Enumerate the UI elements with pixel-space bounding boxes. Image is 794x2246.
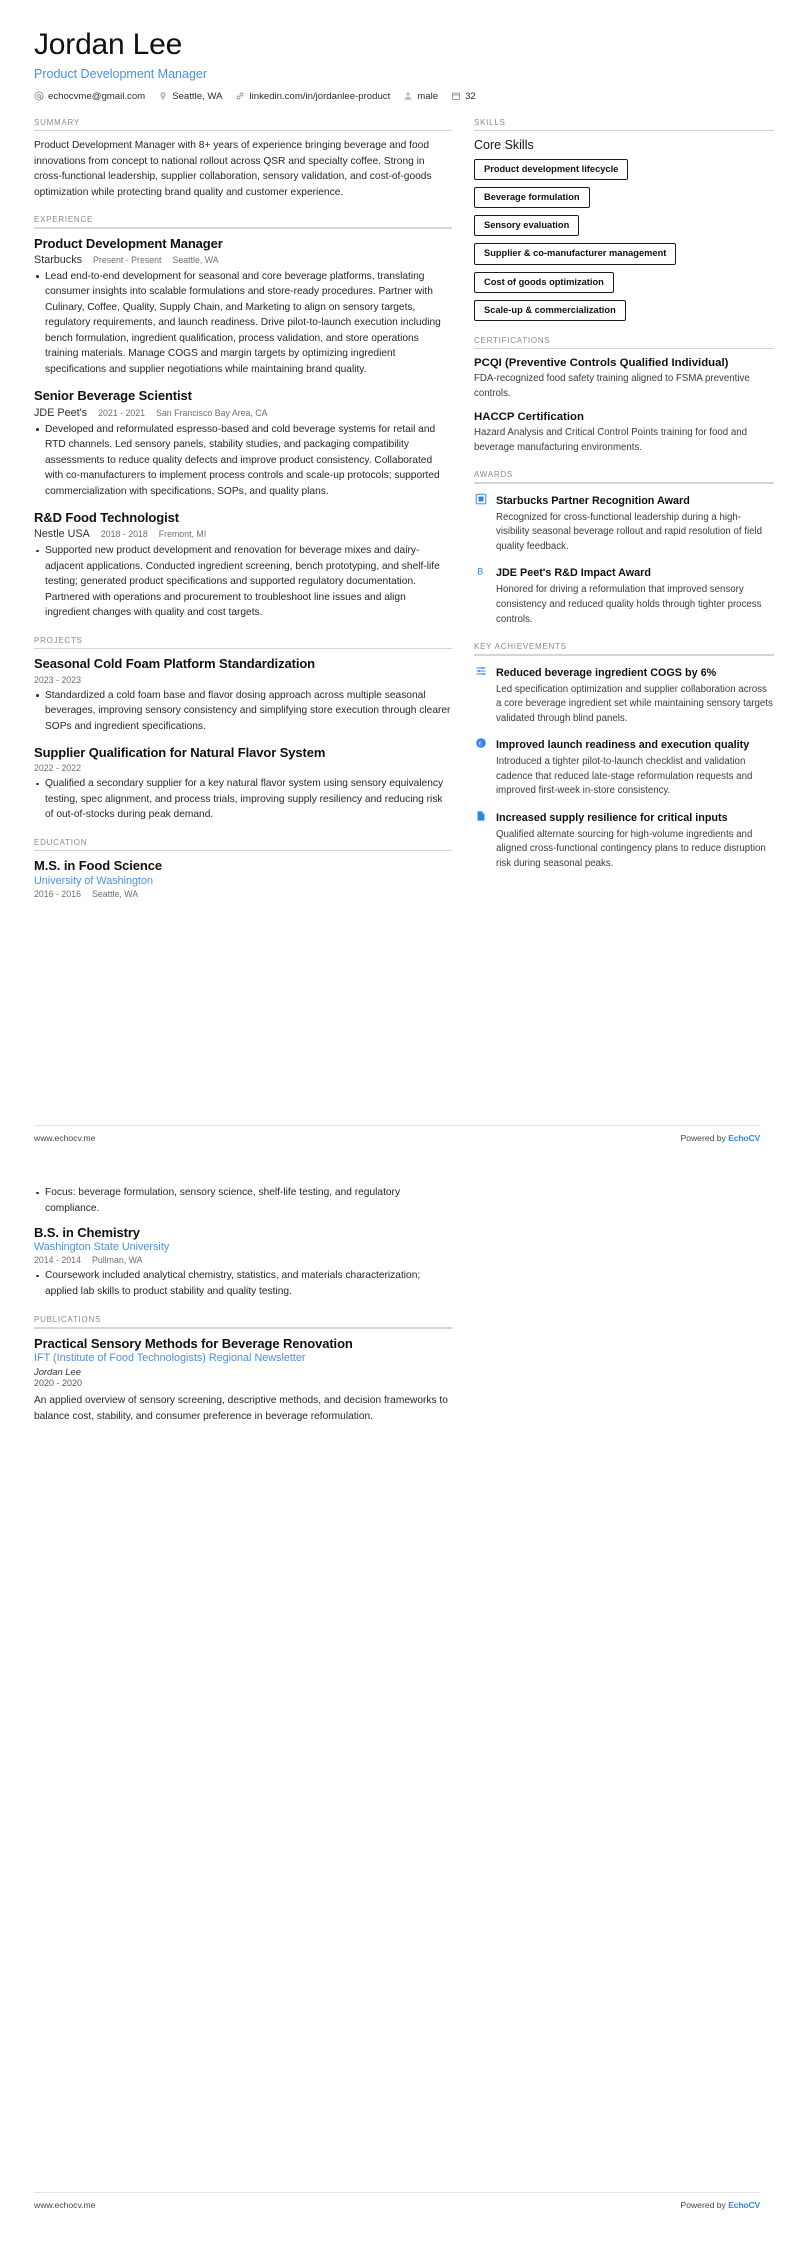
certification-desc: FDA-recognized food safety training aligned to FSMA preventive controls. <box>474 373 750 399</box>
experience-place: San Francisco Bay Area, CA <box>156 407 268 418</box>
education-org[interactable]: University of Washington <box>34 874 154 887</box>
page-footer <box>34 2192 760 2210</box>
skill-chip: Scale-up & commercialization <box>474 300 626 321</box>
award-body <box>496 491 774 555</box>
candidate-headline: Product Development Manager <box>34 66 208 81</box>
experience-dates: 2021 - 2021 <box>98 407 146 418</box>
education-entry <box>34 1225 452 1299</box>
footer-site-url[interactable]: www.echocv.me <box>34 1133 96 1143</box>
section-divider <box>474 482 774 484</box>
footer-brand-prefix: Powered by <box>680 2200 729 2210</box>
bullet-item: Focus: beverage formulation, sensory science, shelf-life testing, and regulatory compliance. <box>34 1185 452 1216</box>
section-divider <box>34 130 452 132</box>
section-label-summary: SUMMARY <box>34 117 80 127</box>
contact-gender <box>403 91 438 102</box>
contact-email[interactable] <box>34 91 145 102</box>
skill-chip: Sensory evaluation <box>474 215 579 236</box>
key-achievement-desc: Led specification optimization and supplier collaboration across a core beverage ingredient set while maintaining sensory targets validated through blind panels. <box>496 683 773 724</box>
project-entry <box>34 656 452 734</box>
right-column <box>474 118 774 887</box>
euro-circle-icon <box>474 736 488 750</box>
section-summary <box>34 118 452 201</box>
education-meta <box>34 1255 452 1265</box>
key-achievement-title: Reduced beverage ingredient COGS by 6% <box>496 666 717 679</box>
section-divider <box>474 654 774 656</box>
award-title: Starbucks Partner Recognition Award <box>496 494 690 507</box>
skill-chip-list <box>474 159 774 321</box>
publication-title: Practical Sensory Methods for Beverage Renovation <box>34 1335 353 1351</box>
svg-text:B: B <box>477 566 484 577</box>
education-place: Seattle, WA <box>91 888 139 899</box>
experience-title: Senior Beverage Scientist <box>34 388 192 404</box>
publication-entry <box>34 1336 452 1424</box>
footer-brand <box>680 1133 760 1143</box>
skill-chip: Cost of goods optimization <box>474 272 614 293</box>
section-label-education: EDUCATION <box>34 837 88 847</box>
key-achievement-title: Improved launch readiness and execution quality <box>496 739 750 752</box>
page-two-content <box>34 1185 452 1439</box>
page-footer <box>34 1125 760 1143</box>
section-certifications <box>474 336 774 455</box>
bullet-item: Developed and reformulated espresso-based and cold beverage systems for retail and RTD channels. Led sensory panels, stability studies, and packaging compatibility assessments to reduce quality defects and improve product consistency. Collaborated with co-manufacturers to implement process controls and scale-up protocols; supported commercialization with specifications, SOPs, and quality plans. <box>34 422 452 500</box>
contact-linkedin-text: linkedin.com/in/jordanlee-product <box>249 90 391 102</box>
skill-chip: Supplier & co-manufacturer management <box>474 243 676 264</box>
key-achievement-item <box>474 663 774 727</box>
footer-brand <box>680 2200 760 2210</box>
project-title: Supplier Qualification for Natural Flavor System <box>34 745 326 760</box>
left-column <box>34 118 452 914</box>
section-divider <box>34 850 452 852</box>
certification-item <box>474 356 774 401</box>
summary-text: Product Development Manager with 8+ years of experience bringing beverage and food innovations from concept to national rollout across QSR and specialty coffee. Strong in cross-functional leadership, supplier collaboration, sensory validation, and cost-of-goods optimization while protecting brand quality and customer experience. <box>34 140 432 198</box>
experience-bullets <box>34 422 452 500</box>
publication-desc: An applied overview of sensory screening, descriptive methods, and decision frameworks to balance cost, stability, and consumer preference in beverage reformulation. <box>34 1395 448 1422</box>
experience-meta <box>34 528 452 540</box>
experience-place: Fremont, MI <box>158 529 207 540</box>
publication-venue[interactable]: IFT (Institute of Food Technologists) Regional Newsletter <box>34 1352 306 1364</box>
skills-group-title: Core Skills <box>474 138 534 152</box>
certification-desc: Hazard Analysis and Critical Control Points training for food and beverage manufacturing environments. <box>474 427 748 453</box>
experience-entry <box>34 388 452 499</box>
project-meta <box>34 675 452 685</box>
contact-row <box>34 91 760 102</box>
experience-org: Starbucks <box>34 253 83 266</box>
certification-name: PCQI (Preventive Controls Qualified Individual) <box>474 357 729 370</box>
experience-meta <box>34 407 452 419</box>
project-dates: 2022 - 2022 <box>34 763 81 774</box>
sliders-icon <box>474 664 488 678</box>
svg-text:€: € <box>478 741 482 748</box>
education-dates: 2014 - 2014 <box>34 1255 81 1266</box>
resume-header <box>34 0 760 102</box>
certification-name: HACCP Certification <box>474 411 584 424</box>
calendar-icon <box>451 91 461 101</box>
section-divider <box>474 348 774 350</box>
section-projects <box>34 636 452 823</box>
skill-chip: Beverage formulation <box>474 187 590 208</box>
experience-bullets <box>34 543 452 621</box>
section-divider <box>34 1327 452 1329</box>
bullet-item: Supported new product development and renovation for beverage mixes and dairy-adjacent applications. Conducted ingredient screening, bench prototyping, and shelf-life testing; generated product specifications and supported regulatory documentation. Partnered with operations and procurement to troubleshoot line issues and align ingredient changes with quality and cost targets. <box>34 543 452 621</box>
experience-meta <box>34 254 452 266</box>
award-item <box>474 491 774 555</box>
bullet-item: Qualified a secondary supplier for a key natural flavor system using sensory equivalency testing, spec alignment, and process trials, improving supply resiliency and reducing risk of out-of-stocks during peak demand. <box>34 776 452 823</box>
publication-dates: 2020 - 2020 <box>34 1378 83 1388</box>
project-bullets <box>34 776 452 823</box>
key-achievement-body <box>496 735 774 799</box>
link-icon <box>235 91 245 101</box>
education-title: B.S. in Chemistry <box>34 1225 140 1240</box>
footer-brand-name: EchoCV <box>728 1133 760 1143</box>
experience-bullets <box>34 269 452 378</box>
education-place: Pullman, WA <box>91 1255 143 1266</box>
resume-columns <box>34 117 773 914</box>
section-label-awards: AWARDS <box>474 470 514 480</box>
education-dates: 2016 - 2016 <box>34 888 81 899</box>
experience-org: JDE Peet's <box>34 406 88 419</box>
key-achievement-desc: Qualified alternate sourcing for high-volume ingredients and aligned cross-functional contingency plans to reduce disruption risk during seasonal peaks. <box>496 828 766 869</box>
key-achievement-desc: Introduced a tighter pilot-to-launch checklist and validation cadence that reduced late-stage reformulation requests and improved first-week in-store consistency. <box>496 756 753 797</box>
section-publications <box>34 1315 452 1424</box>
footer-brand-prefix: Powered by <box>680 1133 729 1143</box>
contact-email-text: echocvme@gmail.com <box>48 90 146 102</box>
location-pin-icon <box>158 91 168 101</box>
key-achievement-body <box>496 808 774 872</box>
section-key-achievements <box>474 642 774 871</box>
award-desc: Honored for driving a reformulation that improved sensory consistency and reduced quality holds through tighter process controls. <box>496 584 762 625</box>
award-title: JDE Peet's R&D Impact Award <box>496 567 651 580</box>
section-divider <box>34 227 452 229</box>
resume-sheet <box>0 0 794 914</box>
section-label-experience: EXPERIENCE <box>34 215 94 224</box>
project-dates: 2023 - 2023 <box>34 674 81 685</box>
education-org[interactable]: Washington State University <box>34 1241 170 1254</box>
contact-age <box>451 91 476 102</box>
contact-location-text: Seattle, WA <box>172 90 223 102</box>
experience-place: Seattle, WA <box>172 254 219 265</box>
person-icon <box>403 91 413 101</box>
award-body <box>496 563 774 627</box>
award-desc: Recognized for cross-functional leadership during a high-visibility seasonal beverage rollout and rapid resolution of field quality feedback. <box>496 511 763 552</box>
experience-title: R&D Food Technologist <box>34 510 179 525</box>
contact-age-text: 32 <box>465 90 476 102</box>
experience-entry <box>34 510 452 621</box>
section-label-certifications: CERTIFICATIONS <box>474 335 551 345</box>
section-label-publications: PUBLICATIONS <box>34 1315 102 1325</box>
experience-dates: 2018 - 2018 <box>100 529 148 540</box>
experience-dates: Present - Present <box>93 254 162 265</box>
section-label-key-achievements: KEY ACHIEVEMENTS <box>474 642 567 652</box>
bullet-item: Standardized a cold foam base and flavor dosing approach across multiple seasonal beverages, improving sensory consistency and simplifying store execution through clearer SOPs and ingredient specifications. <box>34 688 452 735</box>
project-bullets <box>34 688 452 735</box>
project-entry <box>34 745 452 823</box>
section-skills <box>474 118 774 321</box>
education-bullets <box>34 1185 452 1216</box>
award-letter-b-icon <box>474 564 488 578</box>
education-meta <box>34 889 452 899</box>
education-title: M.S. in Food Science <box>34 858 163 874</box>
candidate-name: Jordan Lee <box>34 28 183 61</box>
experience-title: Product Development Manager <box>34 235 223 251</box>
email-icon <box>34 91 44 101</box>
section-divider <box>34 648 452 650</box>
education-entry <box>34 858 452 898</box>
bullet-item: Lead end-to-end development for seasonal and core beverage platforms, translating consumer insights into scalable formulations and store-ready procedures. Partner with Culinary, Coffee, Quality, Supply Chain, and Marketing to align on sensory targets, regulatory requirements, and launch readiness. Drive pilot-to-launch execution including bench formulation, ingredient qualification, process validation, and store operations training materials. Manage COGS and margin targets by optimizing ingredient specifications and supplier negotiations while maintaining brand quality. <box>34 269 452 378</box>
bullet-item: Coursework included analytical chemistry, statistics, and materials characterization; applied lab skills to product stability and quality testing. <box>34 1268 452 1299</box>
award-item <box>474 563 774 627</box>
section-divider <box>474 130 774 132</box>
project-meta <box>34 763 452 773</box>
publication-author: Jordan Lee <box>34 1366 81 1377</box>
skill-chip: Product development lifecycle <box>474 159 628 180</box>
contact-linkedin[interactable] <box>235 91 390 102</box>
footer-brand-name: EchoCV <box>728 2200 760 2210</box>
footer-site-url[interactable]: www.echocv.me <box>34 2200 96 2210</box>
experience-entry <box>34 236 452 378</box>
project-title: Seasonal Cold Foam Platform Standardization <box>34 656 316 672</box>
section-experience <box>34 215 452 621</box>
section-education <box>34 838 452 899</box>
certification-item <box>474 410 774 455</box>
contact-location <box>158 91 222 102</box>
education-bullets <box>34 1268 452 1299</box>
section-awards <box>474 470 774 627</box>
key-achievement-item <box>474 808 774 872</box>
section-label-projects: PROJECTS <box>34 635 83 645</box>
key-achievement-item <box>474 735 774 799</box>
contact-gender-text: male <box>417 90 439 102</box>
key-achievement-title: Increased supply resilience for critical inputs <box>496 811 728 824</box>
experience-org: Nestle USA <box>34 528 90 541</box>
award-badge-icon <box>474 492 488 506</box>
key-achievement-body <box>496 663 774 727</box>
document-icon <box>474 809 488 823</box>
section-label-skills: SKILLS <box>474 117 506 127</box>
